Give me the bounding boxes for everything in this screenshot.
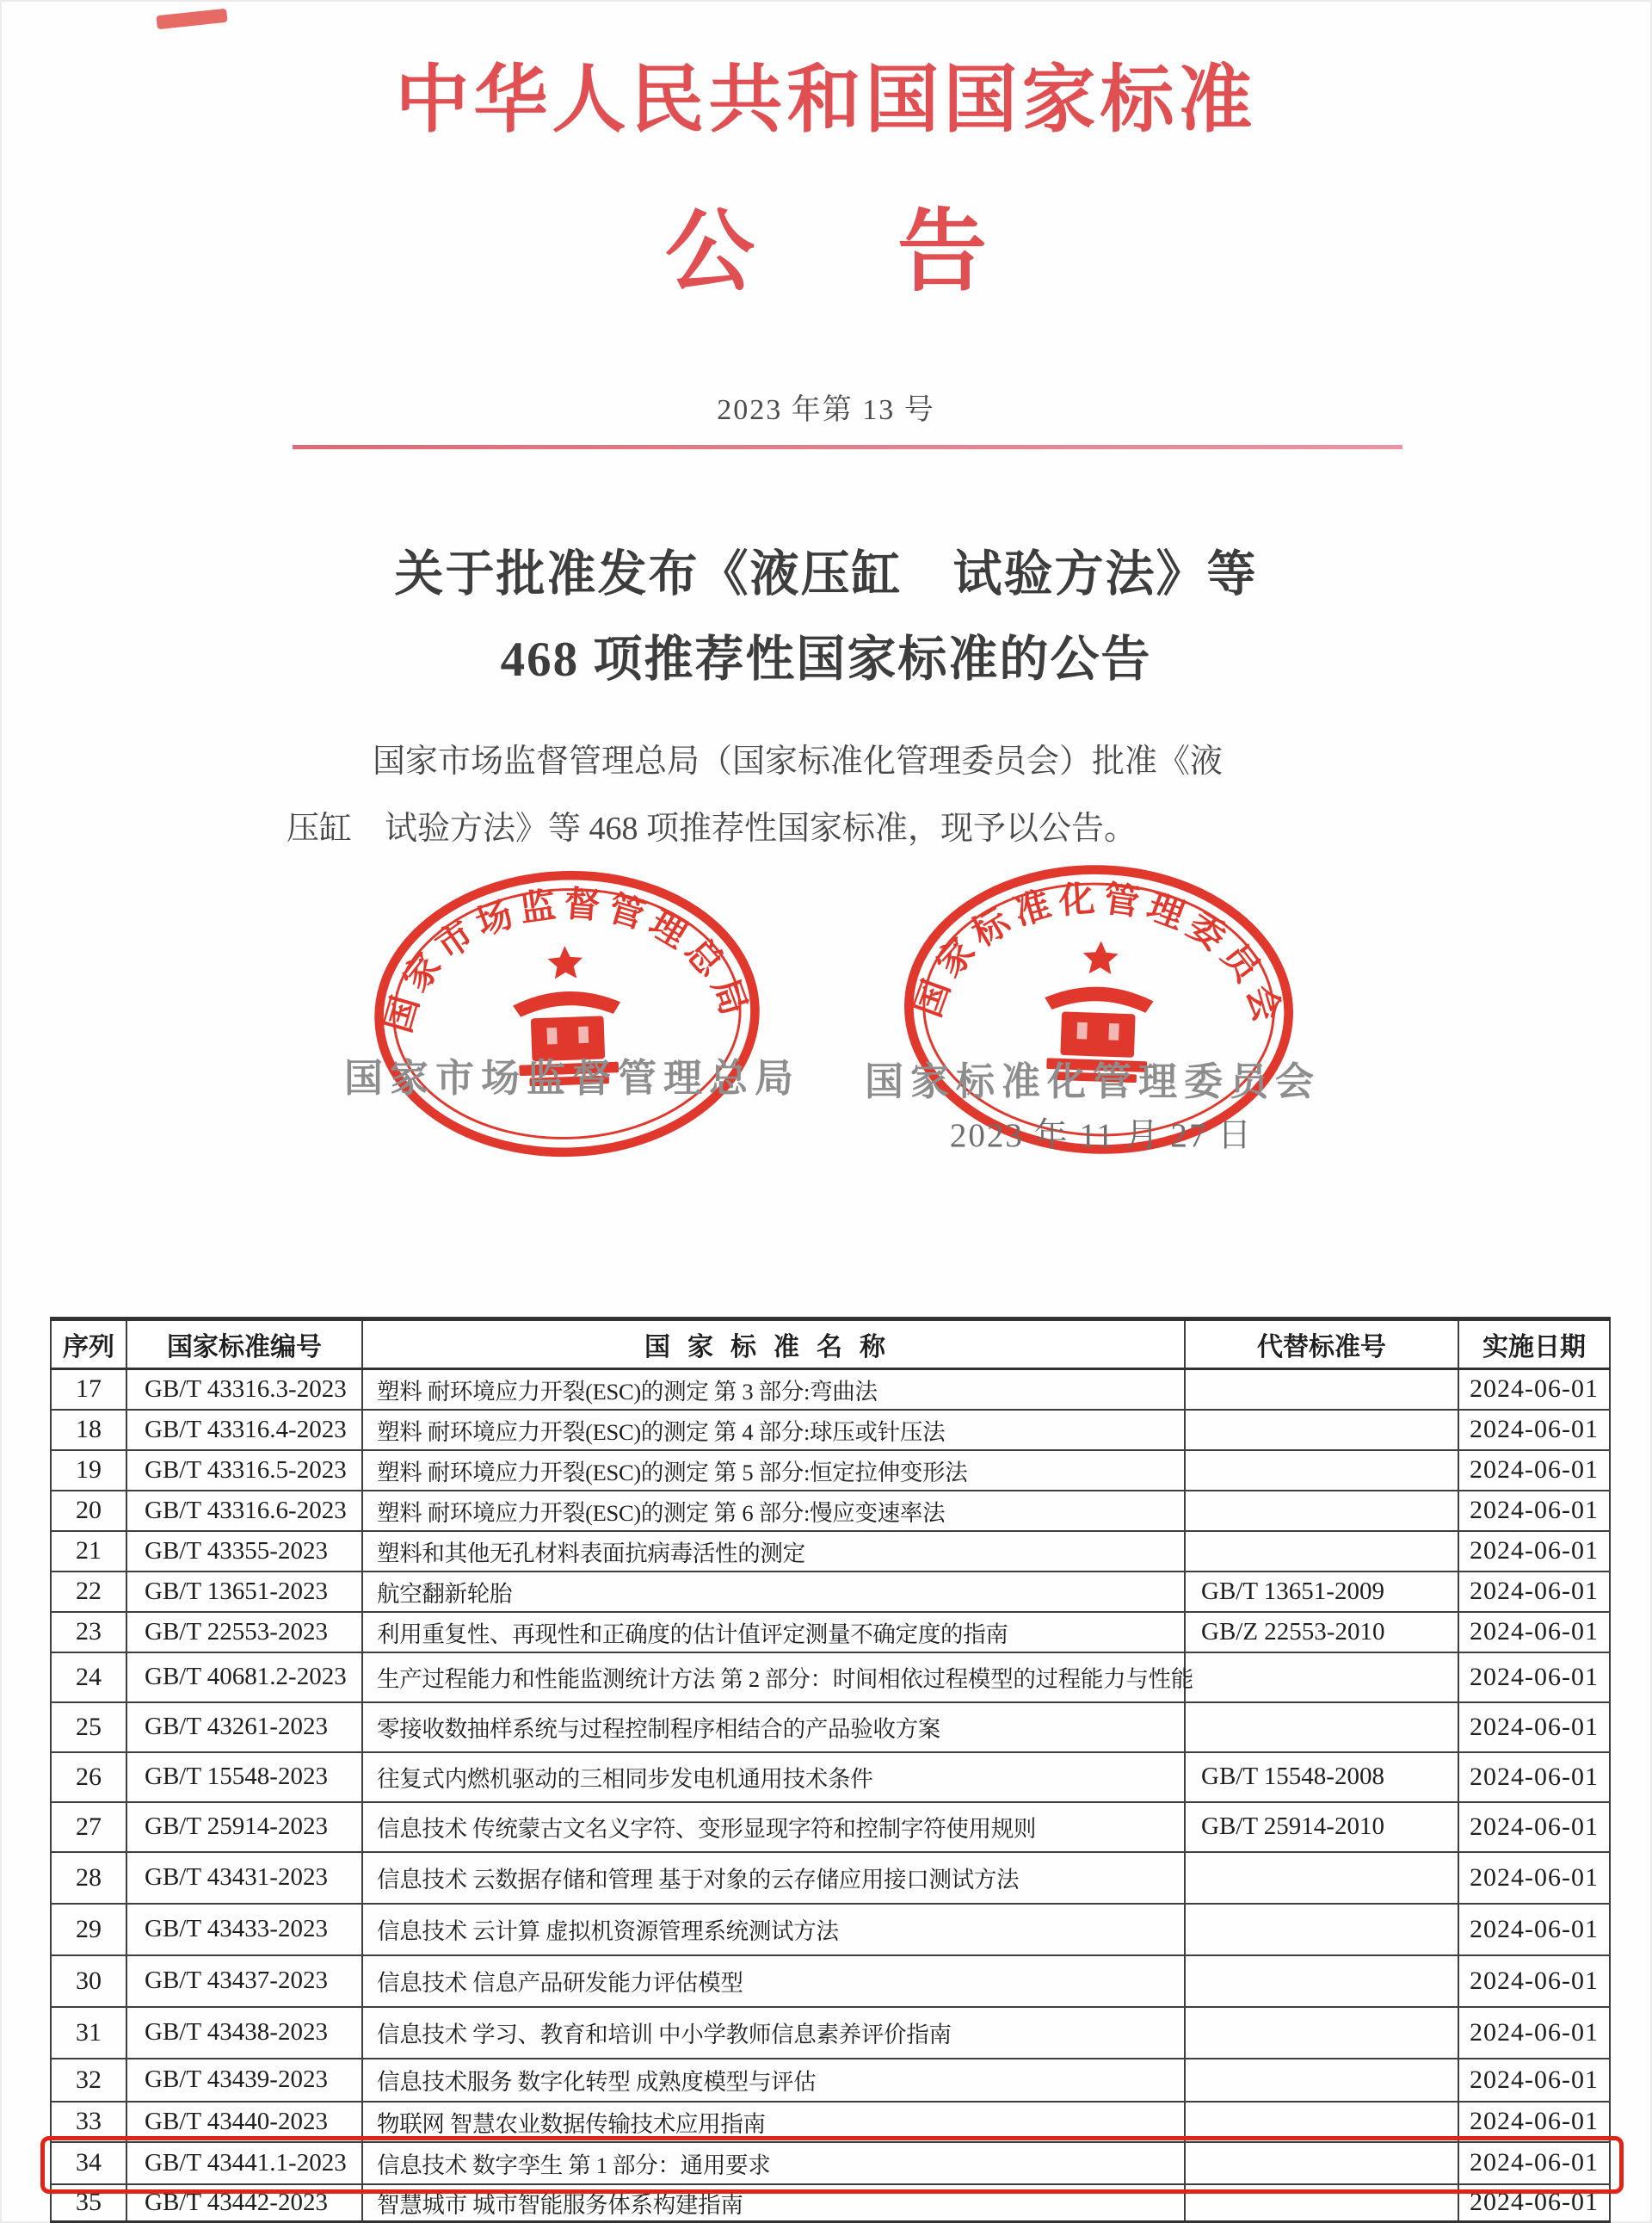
cell-code: GB/T 43437-2023 xyxy=(126,1955,362,2007)
cell-name: 利用重复性、再现性和正确度的估计值评定测量不确定度的指南 xyxy=(362,1612,1185,1652)
cell-name: 信息技术 信息产品研发能力评估模型 xyxy=(362,1955,1185,2007)
cell-replaced: GB/T 25914-2010 xyxy=(1185,1802,1458,1852)
table-row xyxy=(51,2184,1610,2223)
table-row xyxy=(51,1752,1610,1802)
table-header-row xyxy=(51,1319,1610,1369)
body-line-1: 国家市场监督管理总局（国家标准化管理委员会）批准《液 xyxy=(373,744,1224,780)
cell-seq: 30 xyxy=(51,1955,126,2007)
cell-code: GB/T 15548-2023 xyxy=(126,1752,362,1802)
cell-code: GB/T 43438-2023 xyxy=(126,2007,362,2059)
cell-code: GB/T 43439-2023 xyxy=(126,2059,362,2102)
cell-code: GB/T 13651-2023 xyxy=(126,1572,362,1612)
seal-left-arc-text: 国家市场监督管理总局 xyxy=(378,883,757,1037)
cell-date: 2024-06-01 xyxy=(1458,1652,1610,1702)
cell-code: GB/T 43261-2023 xyxy=(126,1702,362,1752)
cell-date: 2024-06-01 xyxy=(1458,2102,1610,2142)
cell-date: 2024-06-01 xyxy=(1458,1955,1610,2007)
cell-code: GB/T 22553-2023 xyxy=(126,1612,362,1652)
cell-seq: 31 xyxy=(51,2007,126,2059)
body-paragraph xyxy=(287,728,1379,862)
cell-date: 2024-06-01 xyxy=(1458,2007,1610,2059)
cell-date: 2024-06-01 xyxy=(1458,1531,1610,1572)
cell-name: 航空翻新轮胎 xyxy=(362,1572,1185,1612)
cell-date: 2024-06-01 xyxy=(1458,1369,1610,1410)
cell-replaced xyxy=(1185,2142,1458,2184)
col-header-code: 国家标准编号 xyxy=(126,1319,362,1369)
cell-code: GB/T 43355-2023 xyxy=(126,1531,362,1572)
cell-code: GB/T 43431-2023 xyxy=(126,1852,362,1904)
cell-seq: 18 xyxy=(51,1410,126,1450)
standards-table-body xyxy=(51,1369,1610,2223)
table-row xyxy=(51,1652,1610,1702)
cell-replaced: GB/T 15548-2008 xyxy=(1185,1752,1458,1802)
cell-date: 2024-06-01 xyxy=(1458,1450,1610,1491)
cell-code: GB/T 43316.4-2023 xyxy=(126,1410,362,1450)
cell-seq: 24 xyxy=(51,1652,126,1702)
cell-seq: 17 xyxy=(51,1369,126,1410)
cell-seq: 29 xyxy=(51,1904,126,1955)
cell-replaced xyxy=(1185,1904,1458,1955)
cell-seq: 27 xyxy=(51,1802,126,1852)
samr-seal-stamp-icon xyxy=(363,857,771,1170)
body-line-2: 压缸 试验方法》等 468 项推荐性国家标准，现予以公告。 xyxy=(287,811,1137,847)
cell-replaced xyxy=(1185,1450,1458,1491)
cell-code: GB/T 43316.3-2023 xyxy=(126,1369,362,1410)
cell-name: 零接收数抽样系统与过程控制程序相结合的产品验收方案 xyxy=(362,1702,1185,1752)
cell-seq: 28 xyxy=(51,1852,126,1904)
cell-code: GB/T 43316.5-2023 xyxy=(126,1450,362,1491)
cell-name: 信息技术 数字孪生 第 1 部分：通用要求 xyxy=(362,2142,1185,2184)
cell-seq: 22 xyxy=(51,1572,126,1612)
cell-replaced: GB/T 13651-2009 xyxy=(1185,1572,1458,1612)
cell-date: 2024-06-01 xyxy=(1458,1702,1610,1752)
cell-date: 2024-06-01 xyxy=(1458,2142,1610,2184)
cell-replaced xyxy=(1185,1491,1458,1531)
table-row xyxy=(51,1491,1610,1531)
cell-date: 2024-06-01 xyxy=(1458,2184,1610,2223)
cell-name: 信息技术 云计算 虚拟机资源管理系统测试方法 xyxy=(362,1904,1185,1955)
cell-replaced xyxy=(1185,2007,1458,2059)
cell-seq: 19 xyxy=(51,1450,126,1491)
cell-name: 塑料和其他无孔材料表面抗病毒活性的测定 xyxy=(362,1531,1185,1572)
standards-table xyxy=(50,1317,1611,2223)
cell-date: 2024-06-01 xyxy=(1458,1802,1610,1852)
cell-replaced xyxy=(1185,1652,1458,1702)
cell-name: 塑料 耐环境应力开裂(ESC)的测定 第 4 部分:球压或针压法 xyxy=(362,1410,1185,1450)
cell-code: GB/T 25914-2023 xyxy=(126,1802,362,1852)
table-row xyxy=(51,1955,1610,2007)
cell-name: 塑料 耐环境应力开裂(ESC)的测定 第 5 部分:恒定拉伸变形法 xyxy=(362,1450,1185,1491)
col-header-replaced: 代替标准号 xyxy=(1185,1319,1458,1369)
table-row xyxy=(51,1702,1610,1752)
cell-code: GB/T 43440-2023 xyxy=(126,2102,362,2142)
cell-seq: 32 xyxy=(51,2059,126,2102)
cell-code: GB/T 43433-2023 xyxy=(126,1904,362,1955)
cell-replaced xyxy=(1185,2102,1458,2142)
cell-seq: 23 xyxy=(51,1612,126,1652)
cell-name: 信息技术服务 数字化转型 成熟度模型与评估 xyxy=(362,2059,1185,2102)
table-row xyxy=(51,1450,1610,1491)
cell-name: 往复式内燃机驱动的三相同步发电机通用技术条件 xyxy=(362,1752,1185,1802)
doc-title: 中华人民共和国国家标准 xyxy=(395,59,1257,141)
col-header-date: 实施日期 xyxy=(1458,1319,1610,1369)
cell-seq: 25 xyxy=(51,1702,126,1752)
col-header-seq: 序列 xyxy=(51,1319,126,1369)
cell-name: 信息技术 传统蒙古文名义字符、变形显现字符和控制字符使用规则 xyxy=(362,1802,1185,1852)
seal-right-arc-text: 国家标准化管理委员会 xyxy=(908,879,1289,1034)
table-row xyxy=(51,1904,1610,1955)
cell-seq: 21 xyxy=(51,1531,126,1572)
announcement-title: 公 告 xyxy=(664,203,987,302)
heading-line-2: 468 项推荐性国家标准的公告 xyxy=(500,633,1152,687)
cell-name: 生产过程能力和性能监测统计方法 第 2 部分：时间相依过程模型的过程能力与性能 xyxy=(362,1652,1185,1702)
cell-date: 2024-06-01 xyxy=(1458,1904,1610,1955)
cell-name: 信息技术 学习、教育和培训 中小学教师信息素养评价指南 xyxy=(362,2007,1185,2059)
seal-right-caption: 国家标准化管理委员会 xyxy=(864,1060,1321,1103)
table-row xyxy=(51,1572,1610,1612)
cell-date: 2024-06-01 xyxy=(1458,1752,1610,1802)
table-row xyxy=(51,2007,1610,2059)
cell-date: 2024-06-01 xyxy=(1458,1410,1610,1450)
cell-replaced xyxy=(1185,1531,1458,1572)
cell-replaced xyxy=(1185,1852,1458,1904)
cell-date: 2024-06-01 xyxy=(1458,1852,1610,1904)
cell-date: 2024-06-01 xyxy=(1458,1572,1610,1612)
table-row xyxy=(51,2102,1610,2142)
table-row xyxy=(51,1612,1610,1652)
cell-seq: 20 xyxy=(51,1491,126,1531)
cell-replaced xyxy=(1185,2059,1458,2102)
cell-date: 2024-06-01 xyxy=(1458,1612,1610,1652)
seal-left-caption: 国家市场监督管理总局 xyxy=(343,1057,800,1100)
cell-name: 塑料 耐环境应力开裂(ESC)的测定 第 6 部分:慢应变速率法 xyxy=(362,1491,1185,1531)
cell-seq: 26 xyxy=(51,1752,126,1802)
announcement-date: 2023 年 11 月 27 日 xyxy=(949,1117,1254,1154)
cell-seq: 34 xyxy=(51,2142,126,2184)
table-row xyxy=(51,1852,1610,1904)
cell-replaced: GB/Z 22553-2010 xyxy=(1185,1612,1458,1652)
cell-seq: 33 xyxy=(51,2102,126,2142)
cell-replaced xyxy=(1185,2184,1458,2223)
table-row xyxy=(51,2142,1610,2184)
cell-replaced xyxy=(1185,1955,1458,2007)
cell-code: GB/T 43441.1-2023 xyxy=(126,2142,362,2184)
heading xyxy=(0,532,1652,702)
red-divider-line xyxy=(293,445,1402,449)
table-row xyxy=(51,1410,1610,1450)
table-row xyxy=(51,2059,1610,2102)
cell-seq: 35 xyxy=(51,2184,126,2223)
table-row xyxy=(51,1369,1610,1410)
red-scan-mark xyxy=(156,9,227,29)
cell-code: GB/T 43442-2023 xyxy=(126,2184,362,2223)
cell-date: 2024-06-01 xyxy=(1458,1491,1610,1531)
cell-name: 物联网 智慧农业数据传输技术应用指南 xyxy=(362,2102,1185,2142)
cell-replaced xyxy=(1185,1410,1458,1450)
cell-name: 塑料 耐环境应力开裂(ESC)的测定 第 3 部分:弯曲法 xyxy=(362,1369,1185,1410)
table-row xyxy=(51,1802,1610,1852)
cell-replaced xyxy=(1185,1702,1458,1752)
issue-number: 2023 年第 13 号 xyxy=(717,394,935,426)
col-header-name: 国家标准名称 xyxy=(362,1319,1185,1369)
cell-code: GB/T 43316.6-2023 xyxy=(126,1491,362,1531)
cell-date: 2024-06-01 xyxy=(1458,2059,1610,2102)
cell-code: GB/T 40681.2-2023 xyxy=(126,1652,362,1702)
heading-line-1: 关于批准发布《液压缸 试验方法》等 xyxy=(394,547,1258,602)
table-row xyxy=(51,1531,1610,1572)
cell-name: 智慧城市 城市智能服务体系构建指南 xyxy=(362,2184,1185,2223)
cell-replaced xyxy=(1185,1369,1458,1410)
cell-name: 信息技术 云数据存储和管理 基于对象的云存储应用接口测试方法 xyxy=(362,1852,1185,1904)
